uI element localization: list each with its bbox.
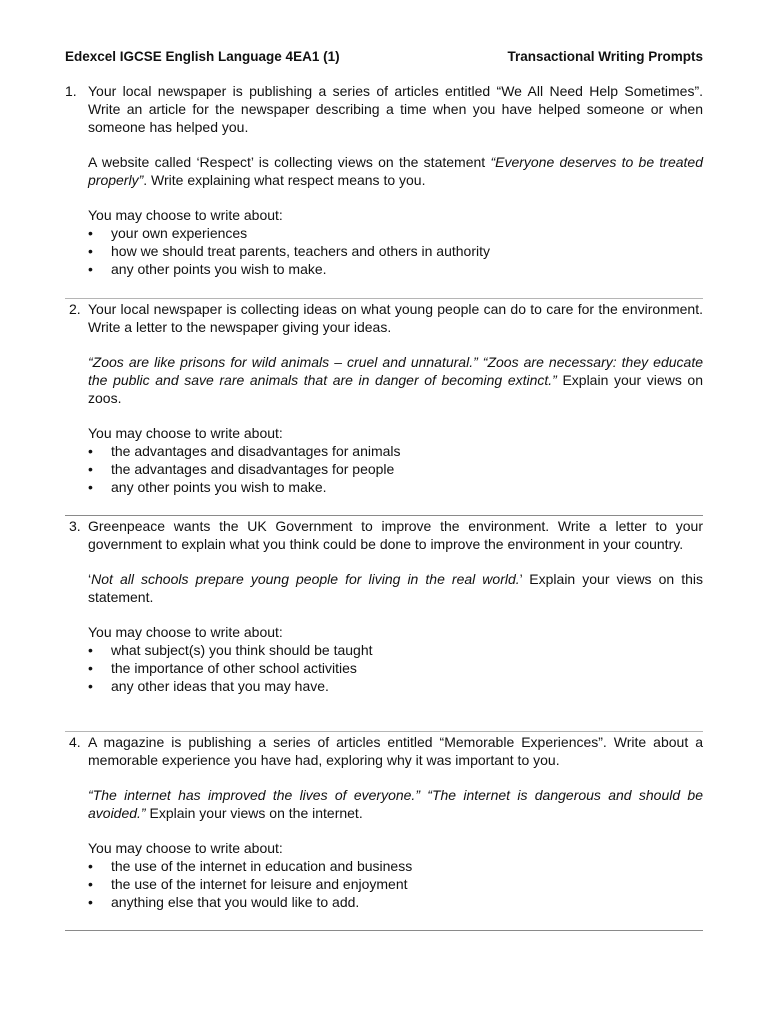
list-item (88, 659, 703, 677)
list-item (88, 478, 703, 496)
page-header (65, 48, 703, 66)
list-item (88, 442, 703, 460)
task-2-quote: Not all schools prepare young people for living in the real world. (91, 571, 520, 587)
bullet-icon: • (88, 225, 93, 241)
list-item-text: how we should treat parents, teachers and others in authority (111, 243, 490, 259)
prompt-number: 2. (69, 301, 81, 317)
prompt-task-1: Your local newspaper is collecting ideas on what young people can do to care for the environment. Write a letter to the newspaper giving your ideas. (88, 301, 703, 335)
prompt-task-2 (88, 570, 703, 606)
list-item (88, 857, 703, 875)
bullet-icon: • (88, 858, 93, 874)
bullet-icon: • (88, 876, 93, 892)
list-item (88, 224, 703, 242)
task-2-text-after: Explain your views on zoos. (88, 372, 703, 406)
list-item (88, 460, 703, 478)
list-item-text: the advantages and disadvantages for animals (111, 443, 401, 459)
bullet-icon: • (88, 479, 93, 495)
task-2-quote: “Zoos are like prisons for wild animals – cruel and unnatural.” “Zoos are necessary: they educate the public and save rare animals that are in danger of becoming extinct.” (88, 354, 703, 388)
list-item (88, 260, 703, 278)
prompt-number: 4. (69, 734, 81, 750)
header-subtitle: Transactional Writing Prompts (507, 49, 703, 64)
bullet-icon: • (88, 243, 93, 259)
task-2-text-after: ’ Explain your views on this statement. (88, 571, 704, 605)
bullet-list (88, 641, 703, 695)
task-2-quote: “Everyone deserves to be treated properly” (88, 154, 703, 188)
bullet-list (88, 442, 703, 496)
list-item-text: the advantages and disadvantages for people (111, 461, 395, 477)
list-item-text: any other points you wish to make. (111, 261, 327, 277)
list-item (88, 875, 703, 893)
list-item (88, 641, 703, 659)
bullet-icon: • (88, 894, 93, 910)
bullet-list (88, 857, 703, 911)
prompt-task-2 (88, 153, 703, 189)
choose-label: You may choose to write about: (88, 425, 283, 441)
prompt-task-1: Greenpeace wants the UK Government to improve the environment. Write a letter to your government to explain what you think could be done to improve the environment in your country. (88, 518, 703, 552)
task-2-text-before: ‘ (88, 571, 92, 587)
list-item-text: any other ideas that you may have. (111, 678, 329, 694)
prompt-task-2 (88, 786, 703, 822)
section-divider (65, 731, 703, 732)
list-item (88, 893, 703, 911)
list-item-text: the use of the internet for leisure and enjoyment (111, 876, 408, 892)
bullet-icon: • (88, 261, 93, 277)
choose-label: You may choose to write about: (88, 840, 283, 856)
task-2-text-before: A website called ‘Respect’ is collecting views on the statement (88, 154, 491, 170)
header-title: Edexcel IGCSE English Language 4EA1 (1) (65, 49, 340, 64)
bullet-list (88, 224, 703, 278)
list-item-text: the importance of other school activities (111, 660, 357, 676)
task-2-text-after: . Write explaining what respect means to you. (143, 172, 426, 188)
prompt-task-1: A magazine is publishing a series of articles entitled “Memorable Experiences”. Write about a memorable experience you have had, exploring why it was important to you. (88, 734, 703, 768)
section-divider (65, 298, 703, 299)
list-item (88, 242, 703, 260)
list-item-text: your own experiences (111, 225, 248, 241)
bullet-icon: • (88, 443, 93, 459)
list-item-text: the use of the internet in education and business (111, 858, 413, 874)
list-item-text: any other points you wish to make. (111, 479, 327, 495)
task-2-text-after: Explain your views on the internet. (145, 805, 363, 821)
section-divider (65, 930, 703, 931)
choose-label: You may choose to write about: (88, 207, 283, 223)
prompt-number: 3. (69, 518, 81, 534)
prompt-task-1: Your local newspaper is publishing a series of articles entitled “We All Need Help Sometimes”. Write an article for the newspaper describing a time when you have helped someone or when someone has helped you. (88, 83, 703, 135)
choose-label: You may choose to write about: (88, 624, 283, 640)
list-item-text: anything else that you would like to add. (111, 894, 360, 910)
bullet-icon: • (88, 678, 93, 694)
bullet-icon: • (88, 642, 93, 658)
list-item (88, 677, 703, 695)
task-2-quote: “The internet has improved the lives of everyone.” “The internet is dangerous and should be avoided.” (88, 787, 703, 821)
section-divider (65, 515, 703, 516)
prompt-task-2 (88, 353, 703, 407)
prompt-number: 1. (65, 83, 77, 99)
bullet-icon: • (88, 461, 93, 477)
list-item-text: what subject(s) you think should be taught (111, 642, 373, 658)
bullet-icon: • (88, 660, 93, 676)
